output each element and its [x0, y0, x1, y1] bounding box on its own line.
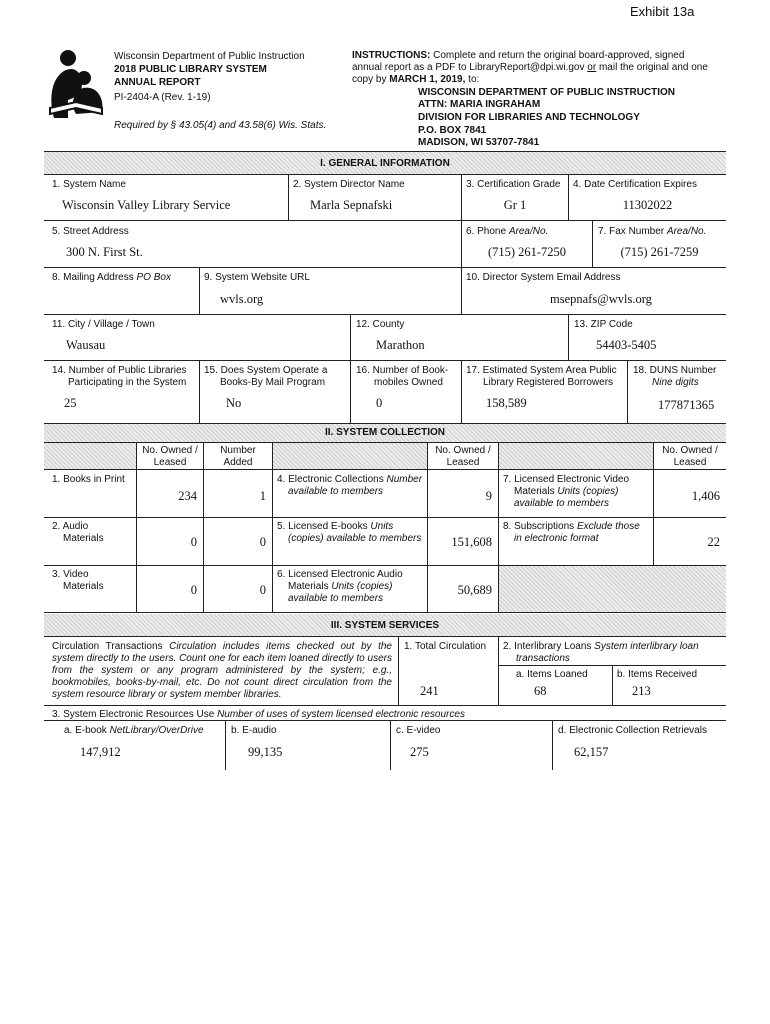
- duns-label-1: 18. DUNS Number: [633, 365, 717, 376]
- city-label: 11. City / Village / Town: [52, 319, 155, 330]
- fax-label: 7. Fax Number Area/No.: [598, 226, 707, 237]
- ebook-use-field[interactable]: 147,912: [80, 745, 121, 759]
- phone-label: 6. Phone Area/No.: [466, 226, 549, 237]
- agency-name: Wisconsin Department of Public Instruction: [114, 51, 305, 62]
- books-owned-field[interactable]: 234: [178, 489, 197, 503]
- section2-empty-band: [498, 565, 726, 612]
- bookmobiles-label-1: 16. Number of Book-: [356, 365, 449, 376]
- instructions-text-2b: mail the original and one: [598, 62, 708, 73]
- form-id: PI-2404-A (Rev. 1-19): [114, 92, 211, 103]
- section2-mid-band: [272, 442, 427, 469]
- interlibrary-loans-label: 2. Interlibrary Loans System interlibrary loan transactions: [503, 641, 699, 664]
- zip-field[interactable]: 54403-5405: [596, 338, 657, 352]
- books-by-mail-label-1: 15. Does System Operate a: [204, 365, 328, 376]
- audio-added-field[interactable]: 0: [259, 535, 266, 549]
- electronic-collections-label: 4. Electronic Collections Number available to members: [277, 474, 423, 497]
- licensed-audio-label: 6. Licensed Electronic Audio Materials Units (copies) available to members: [277, 569, 403, 604]
- instructions-text-2: annual report as a PDF to LibraryReport@dpi.wi.gov: [352, 62, 585, 73]
- ecollection-retrievals-field[interactable]: 62,157: [574, 745, 609, 759]
- items-loaned-field[interactable]: 68: [534, 684, 547, 698]
- cert-expires-label: 4. Date Certification Expires: [573, 179, 697, 190]
- books-in-print-label: 1. Books in Print: [52, 474, 125, 485]
- instructions-line3: [352, 74, 479, 86]
- eaudio-use-field[interactable]: 99,135: [248, 745, 283, 759]
- num-libraries-label-2: Participating in the System: [68, 377, 187, 388]
- added-header: Number Added: [220, 445, 256, 468]
- items-loaned-label: a. Items Loaned: [516, 669, 588, 680]
- duns-field[interactable]: 177871365: [658, 398, 715, 412]
- books-by-mail-label-2: Books-By Mail Program: [220, 377, 326, 388]
- website-field[interactable]: wvls.org: [220, 292, 264, 306]
- county-field[interactable]: Marathon: [376, 338, 425, 352]
- address-line-4: P.O. BOX 7841: [418, 125, 487, 136]
- total-circulation-field[interactable]: 241: [420, 684, 439, 698]
- report-title-line1: 2018 PUBLIC LIBRARY SYSTEM: [114, 64, 267, 75]
- website-label: 9. System Website URL: [204, 272, 310, 283]
- county-label: 12. County: [356, 319, 405, 330]
- mailing-address-label: 8. Mailing Address PO Box: [52, 272, 171, 283]
- section2-corner-band: [44, 442, 136, 469]
- audio-materials-label: 2. Audio Materials: [52, 521, 104, 544]
- address-line-2: ATTN: MARIA INGRAHAM: [418, 99, 541, 110]
- owned-header: No. Owned / Leased: [142, 445, 198, 468]
- address-line-3: DIVISION FOR LIBRARIES AND TECHNOLOGY: [418, 112, 640, 123]
- certification-grade-field[interactable]: Gr 1: [503, 198, 527, 212]
- evideo-use-field[interactable]: 275: [410, 745, 429, 759]
- certification-grade-label: 3. Certification Grade: [466, 179, 561, 190]
- books-added-field[interactable]: 1: [259, 489, 266, 503]
- licensed-video-label: 7. Licensed Electronic Video Materials Units (copies) available to members: [503, 474, 630, 509]
- licensed-ebooks-label: 5. Licensed E-books Units (copies) available to members: [277, 521, 422, 544]
- director-name-field[interactable]: Marla Sepnafski: [310, 198, 393, 212]
- audio-owned-field[interactable]: 0: [190, 535, 197, 549]
- owned-header-3: No. Owned / Leased: [662, 445, 718, 468]
- items-received-field[interactable]: 213: [632, 684, 651, 698]
- licensed-audio-field[interactable]: 50,689: [457, 583, 492, 597]
- items-received-label: b. Items Received: [617, 669, 698, 680]
- subscriptions-label: 8. Subscriptions Exclude those in electronic format: [503, 521, 640, 544]
- cert-expires-field[interactable]: 11302022: [622, 198, 673, 212]
- fax-field[interactable]: (715) 261-7259: [620, 245, 699, 259]
- street-address-field[interactable]: 300 N. First St.: [66, 245, 143, 259]
- electronic-collections-field[interactable]: 9: [485, 489, 492, 503]
- director-email-label: 10. Director System Email Address: [466, 272, 621, 283]
- registered-borrowers-label-2: Library Registered Borrowers: [483, 377, 614, 388]
- section2-title: II. SYSTEM COLLECTION: [324, 427, 445, 438]
- instructions-text-3b: to:: [468, 74, 480, 85]
- instructions-text-1: Complete and return the original board-approved, signed: [433, 50, 685, 61]
- duns-label-2: Nine digits: [652, 377, 699, 388]
- evideo-use-label: c. E-video: [396, 725, 441, 736]
- report-title-line2: ANNUAL REPORT: [114, 77, 201, 88]
- books-by-mail-field[interactable]: No: [226, 396, 242, 410]
- registered-borrowers-field[interactable]: 158,589: [486, 396, 527, 410]
- owned-header-2: No. Owned / Leased: [435, 445, 491, 468]
- bookmobiles-field[interactable]: 0: [376, 396, 383, 410]
- zip-label: 13. ZIP Code: [574, 319, 633, 330]
- instructions-line1: [352, 50, 684, 62]
- address-line-5: MADISON, WI 53707-7841: [418, 137, 540, 148]
- ecollection-retrievals-label: d. Electronic Collection Retrievals: [558, 725, 707, 736]
- eaudio-use-label: b. E-audio: [231, 725, 277, 736]
- director-email-field[interactable]: msepnafs@wvls.org: [550, 292, 652, 306]
- total-circulation-label: 1. Total Circulation: [404, 641, 487, 652]
- section2-right-band: [498, 442, 653, 469]
- instructions-date: MARCH 1, 2019,: [389, 74, 466, 85]
- phone-field[interactable]: (715) 261-7250: [487, 245, 567, 259]
- video-added-field[interactable]: 0: [259, 583, 266, 597]
- licensed-video-field[interactable]: 1,406: [691, 489, 720, 503]
- video-owned-field[interactable]: 0: [190, 583, 197, 597]
- circulation-description: Circulation Transactions Circulation includes items checked out by the system directly to the users. Count one for each item loaned directly to users from the system or any program administered by the system; e.g., bookmobiles, books-by-mail, etc. Do not count direct circulation from the system resource library or system member libraries.: [52, 641, 392, 700]
- director-name-label: 2. System Director Name: [293, 179, 405, 190]
- electronic-resources-label: 3. System Electronic Resources Use Number of uses of system licensed electronic resources: [52, 709, 465, 720]
- instructions-text-3a: copy by: [352, 74, 387, 85]
- street-address-label: 5. Street Address: [52, 226, 129, 237]
- exhibit-label: Exhibit 13a: [630, 4, 695, 19]
- city-field[interactable]: Wausau: [66, 338, 106, 352]
- num-libraries-field[interactable]: 25: [64, 396, 77, 410]
- dpi-logo-icon: [46, 48, 112, 118]
- licensed-ebooks-field[interactable]: 151,608: [451, 535, 492, 549]
- video-materials-label: 3. Video Materials: [52, 569, 104, 592]
- instructions-line2: [352, 62, 708, 74]
- num-libraries-label-1: 14. Number of Public Libraries: [52, 365, 187, 376]
- address-line-1: WISCONSIN DEPARTMENT OF PUBLIC INSTRUCTION: [418, 87, 676, 98]
- section1-title: I. GENERAL INFORMATION: [320, 158, 450, 169]
- instructions-label: INSTRUCTIONS:: [352, 50, 431, 61]
- ebook-use-label: a. E-book NetLibrary/OverDrive: [64, 725, 204, 736]
- section3-title: III. SYSTEM SERVICES: [330, 620, 440, 631]
- bookmobiles-label-2: mobiles Owned: [374, 377, 443, 388]
- subscriptions-field[interactable]: 22: [707, 535, 720, 549]
- statute-reference: Required by § 43.05(4) and 43.58(6) Wis. Stats.: [114, 120, 327, 131]
- system-name-label: 1. System Name: [52, 179, 126, 190]
- system-name-field[interactable]: Wisconsin Valley Library Service: [62, 198, 231, 212]
- instructions-or: or: [587, 62, 597, 73]
- registered-borrowers-label-1: 17. Estimated System Area Public: [466, 365, 617, 376]
